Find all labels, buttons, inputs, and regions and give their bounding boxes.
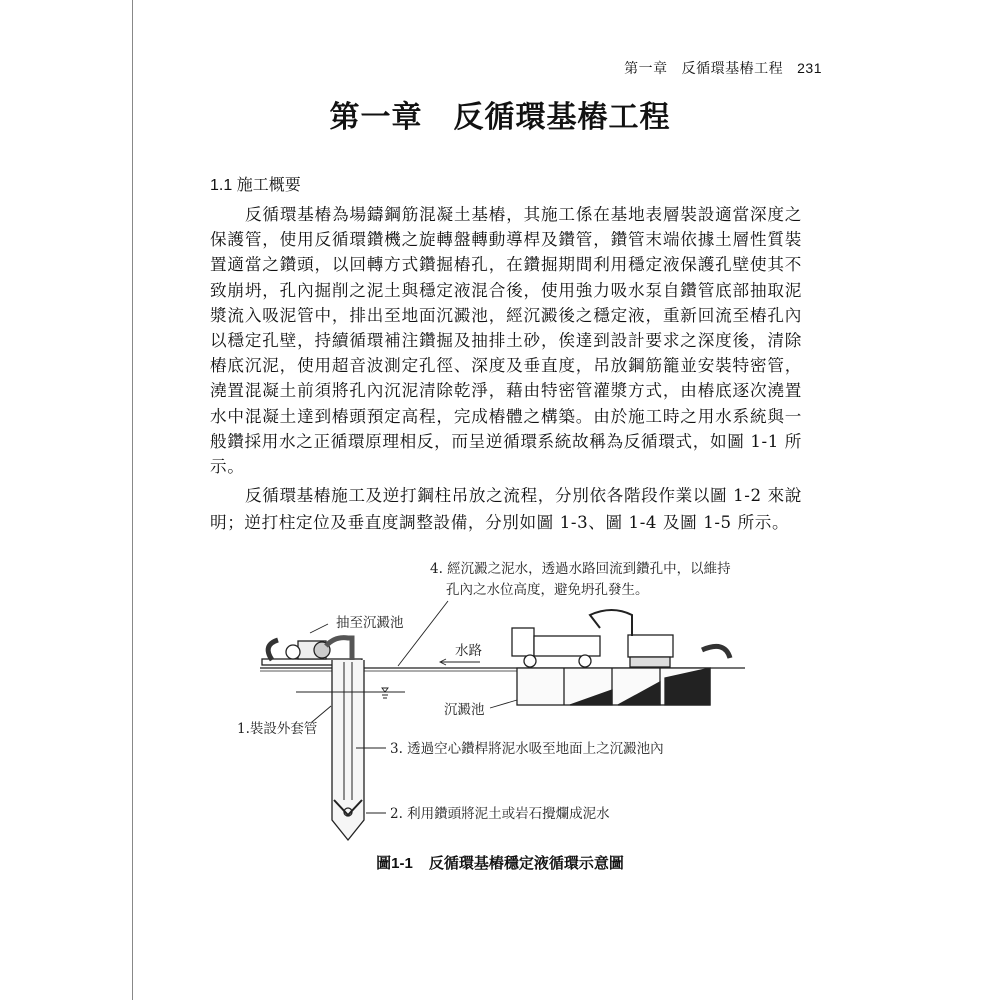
outflow-arrow [702, 646, 730, 658]
pond-leader [490, 700, 517, 708]
note1-leader [312, 706, 331, 722]
text-line: 漿流入吸泥管中，排出至地面沉澱池，經沉澱後之穩定液，重新回流至樁孔內 [210, 305, 802, 325]
truck-wheel [579, 655, 591, 667]
note1-label: 1.裝設外套管 [237, 721, 318, 737]
text-line: 明；逆打柱定位及垂直度調整設備，分別如圖 1-3、圖 1-4 及圖 1-5 所示。 [210, 513, 790, 532]
pump-to-pond-label: 抽至沉澱池 [336, 615, 404, 631]
figure-caption [0, 852, 1000, 873]
waterway-label: 水路 [455, 643, 482, 659]
caption-number: 圖1-1 [376, 855, 413, 872]
text-line: 水中混凝土達到樁頭預定高程，完成樁體之構築。由於施工時之用水系統與一 [210, 406, 802, 426]
truck-cab [512, 628, 534, 656]
note3-label: 3. 透過空心鑽桿將泥水吸至地面上之沉澱池內 [390, 741, 664, 757]
text-line: 樁底沉泥，使用超音波測定孔徑、深度及垂直度，吊放鋼筋籠並安裝特密管， [210, 356, 802, 376]
page-number: 231 [797, 60, 822, 76]
text-line: 以穩定孔壁，持續循環補注鑽掘及抽排土砂，俟達到設計要求之深度後，清除 [210, 331, 802, 351]
note4-line1: 4. 經沉澱之泥水，透過水路回流到鑽孔中，以維持 [430, 561, 731, 577]
caption-text: 反循環基樁穩定液循環示意圖 [428, 855, 624, 872]
chapter-title: 第一章 反循環基樁工程 [329, 100, 671, 135]
discharge-arrow [268, 640, 278, 660]
water-level-icon [382, 688, 388, 698]
text-line: 反循環基樁施工及逆打鋼柱吊放之流程，分別依各階段作業以圖 1-2 來說 [245, 486, 802, 505]
excavator-body [628, 635, 673, 657]
truck-body [534, 636, 600, 656]
truck-wheel [524, 655, 536, 667]
text-line: 反循環基樁為場鑄鋼筋混凝土基樁，其施工係在基地表層裝設適當深度之 [245, 205, 802, 224]
note4-line2: 孔內之水位高度，避免坍孔發生。 [446, 582, 649, 598]
running-head-chapter: 第一章 [624, 60, 668, 76]
text-line: 示。 [210, 457, 245, 477]
section-title: 1.1 施工概要 [210, 177, 301, 194]
note4-leader [398, 601, 448, 666]
pump-wheel [286, 645, 300, 659]
text-line: 澆置混凝土前須將孔內沉泥清除乾淨，藉由特密管灌漿方式，由樁底逐次澆置 [210, 381, 802, 401]
note2-label: 2. 利用鑽頭將泥土或岩石攪爛成泥水 [390, 806, 610, 822]
settling-pond-label: 沉澱池 [444, 702, 485, 718]
text-line: 般鑽採用水之正循環原理相反，而呈逆循環系統故稱為反循環式，如圖 1-1 所 [210, 431, 802, 451]
text-line: 致崩坍，孔內掘削之泥土與穩定液混合後，使用強力吸水泵自鑽管底部抽取泥 [210, 280, 802, 300]
bore-shaft [332, 660, 364, 840]
running-head-title: 反循環基樁工程 [681, 60, 784, 76]
text-line: 保護管，使用反循環鑽機之旋轉盤轉動導桿及鑽管，鑽管末端依據土層性質裝 [210, 230, 802, 250]
excavator-track [630, 657, 670, 667]
excavator-arm [590, 610, 632, 636]
pump-arrow [310, 624, 328, 633]
text-line: 置適當之鑽頭，以回轉方式鑽掘樁孔，在鑽掘期間利用穩定液保護孔壁使其不 [210, 255, 802, 275]
